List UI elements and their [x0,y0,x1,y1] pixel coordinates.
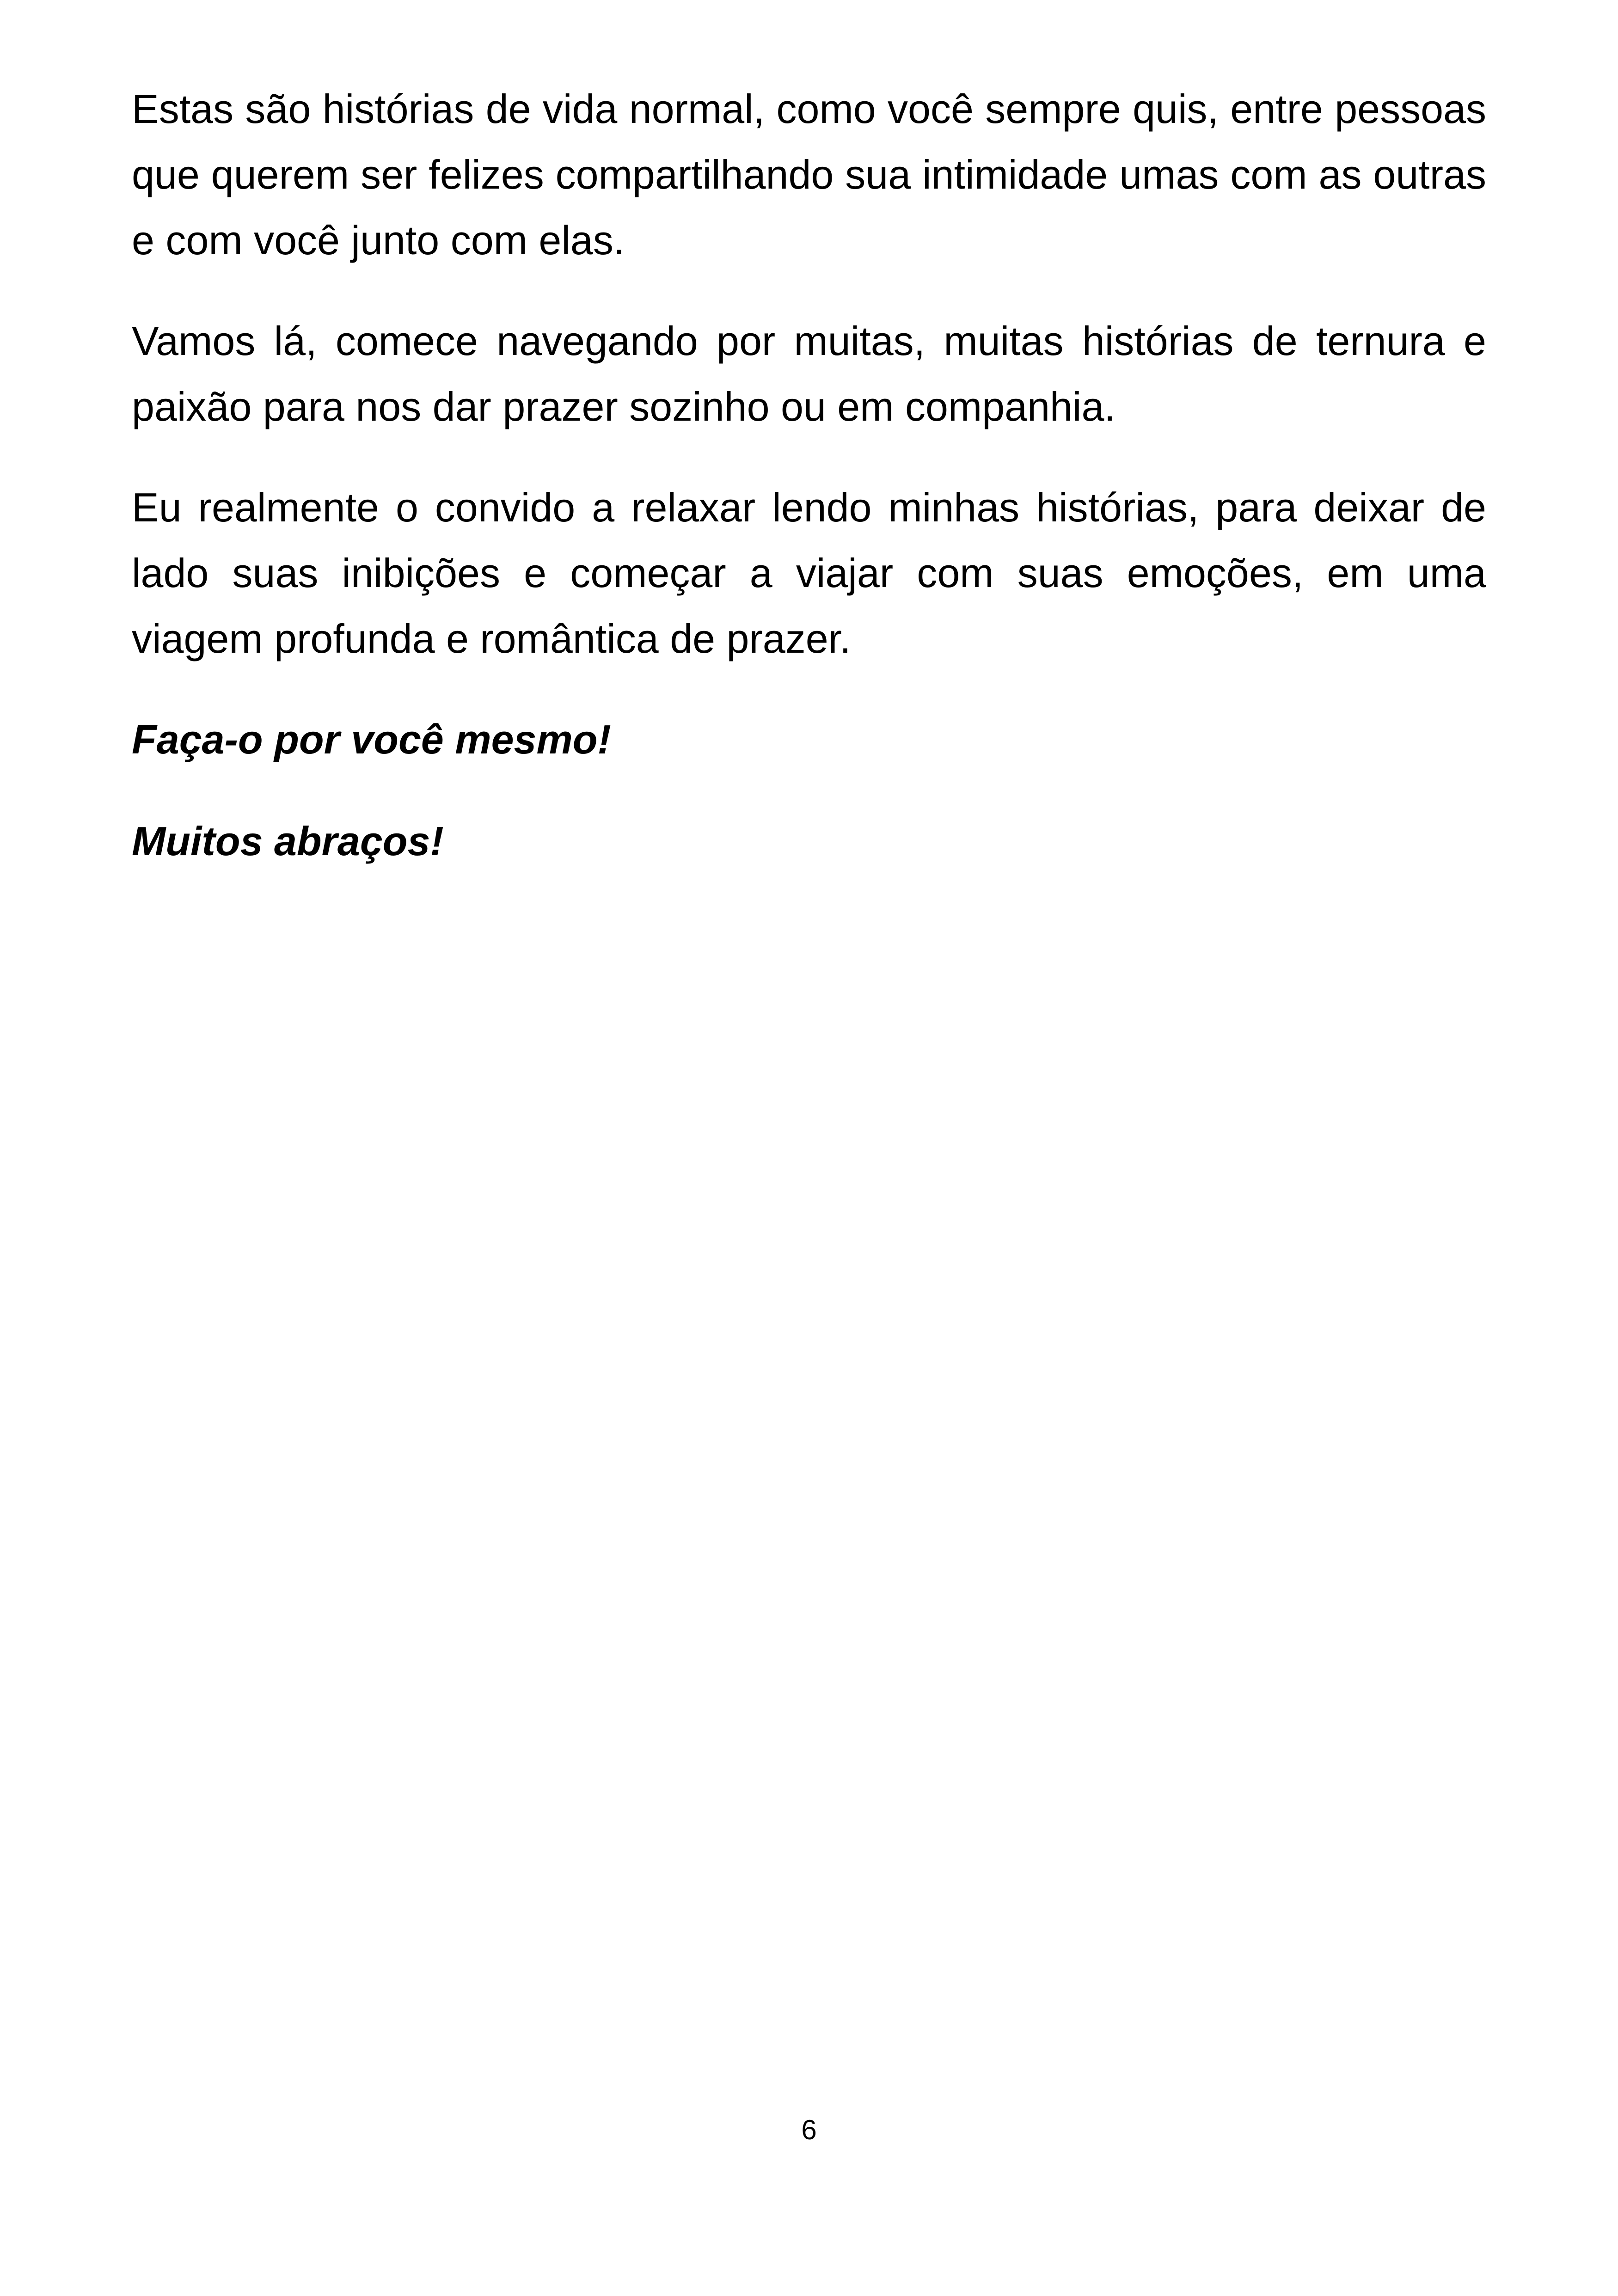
paragraph-1: Estas são histórias de vida normal, como você sempre quis, entre pessoas que querem ser felizes compartilhando sua intimidade umas com as outras e com você junto com elas. [132,86,1486,263]
page-body [132,76,1486,910]
page-number: 6 [801,2114,817,2145]
closing-line-2: Muitos abraços! [132,818,444,864]
paragraph-3: Eu realmente o convido a relaxar lendo minhas histórias, para deixar de lado suas inibições e começar a viajar com suas emoções, em uma viagem profunda e romântica de prazer. [132,484,1486,661]
paragraph-2: Vamos lá, comece navegando por muitas, muitas histórias de ternura e paixão para nos dar prazer sozinho ou em companhia. [132,318,1486,429]
closing-line-1: Faça-o por você mesmo! [132,716,611,762]
